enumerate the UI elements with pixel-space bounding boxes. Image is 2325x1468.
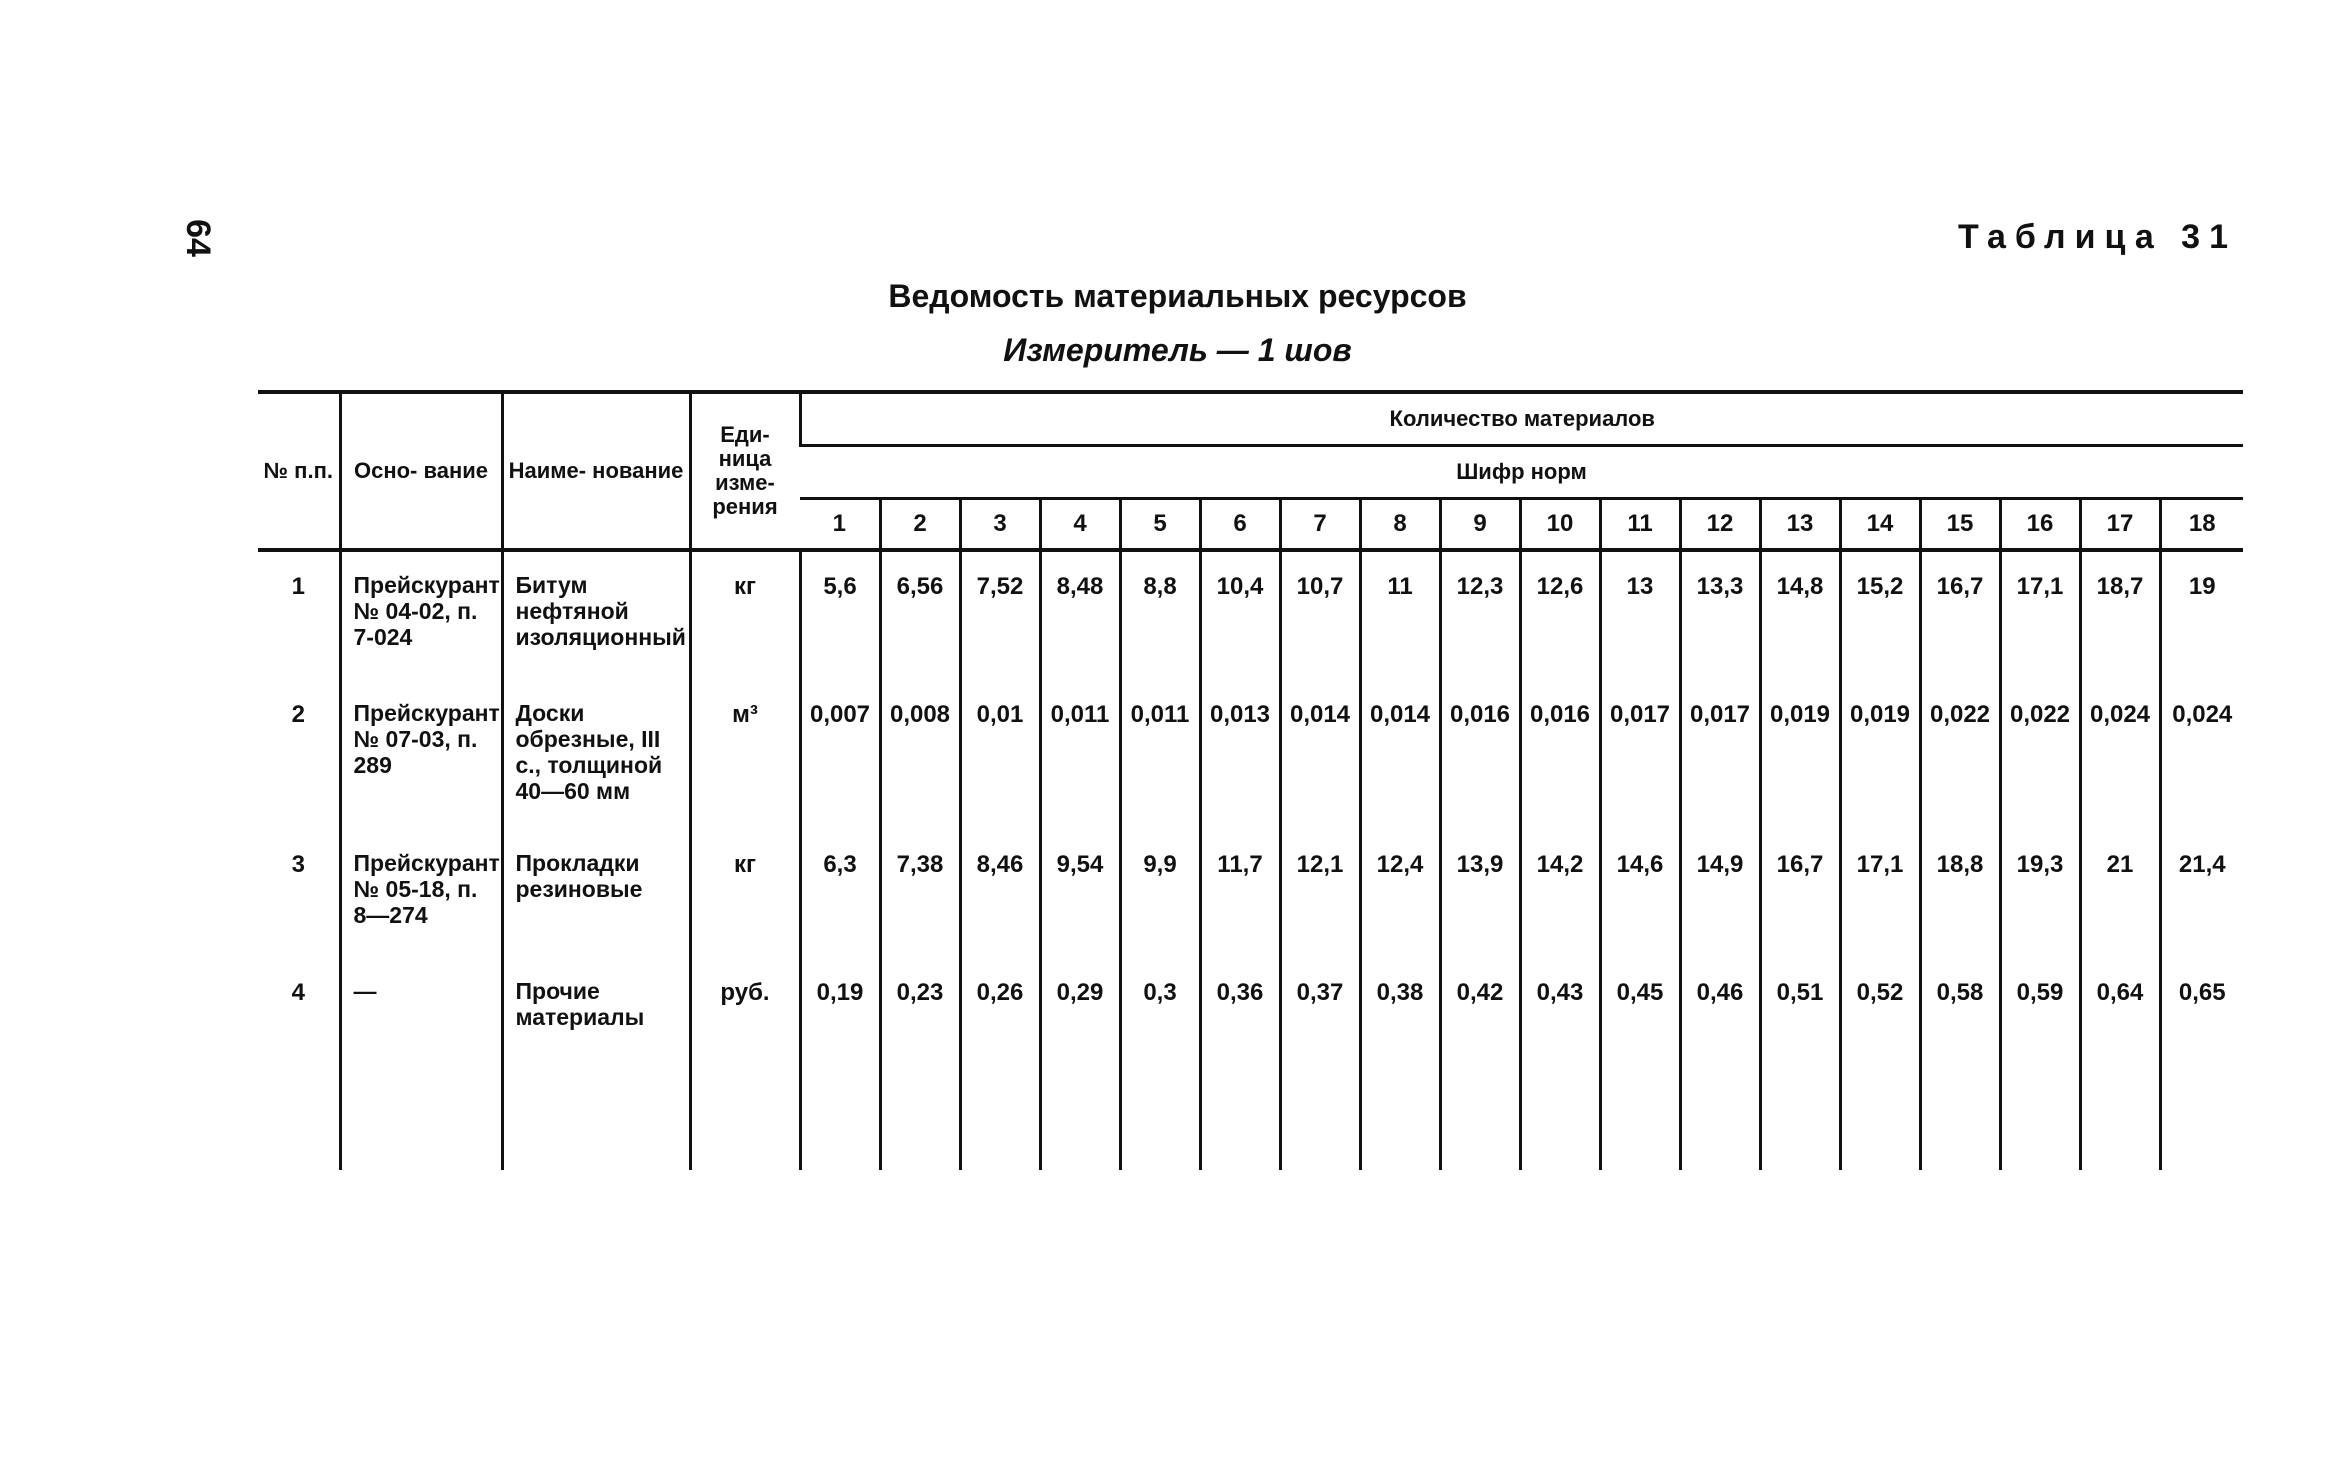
header-code-8: 8 xyxy=(1360,499,1440,551)
row-value-3: 7,52 xyxy=(960,550,1040,680)
row-value-5: 0,3 xyxy=(1120,958,1200,1066)
row-unit: кг xyxy=(690,830,800,958)
row-value-10: 12,6 xyxy=(1520,550,1600,680)
header-name: Наиме- нование xyxy=(502,392,690,550)
row-name: Битум нефтяной изоляционный xyxy=(502,550,690,680)
row-num: 4 xyxy=(291,979,305,1006)
row-value-14: 0,019 xyxy=(1840,680,1920,830)
row-basis: Прейскурант № 05-18, п. 8—274 xyxy=(340,830,502,958)
empty-cell xyxy=(340,1066,502,1170)
page-number: 64 xyxy=(179,219,217,257)
table-row xyxy=(258,958,2243,1066)
empty-cell xyxy=(1600,1066,1680,1170)
header-num: № п.п. xyxy=(258,392,340,550)
header-code-9: 9 xyxy=(1440,499,1520,551)
header-code-3: 3 xyxy=(960,499,1040,551)
row-name: Прокладки резиновые xyxy=(502,830,690,958)
row-unit: кг xyxy=(690,550,800,680)
row-value-2: 7,38 xyxy=(880,830,960,958)
row-value-1: 5,6 xyxy=(800,550,880,680)
row-basis: Прейскурант № 04-02, п. 7-024 xyxy=(340,550,502,680)
row-value-14: 0,52 xyxy=(1840,958,1920,1066)
header-code-13: 13 xyxy=(1760,499,1840,551)
header-code-2: 2 xyxy=(880,499,960,551)
table-subtitle: Измеритель — 1 шов xyxy=(1003,332,1352,368)
empty-cell xyxy=(1440,1066,1520,1170)
row-value-18: 19 xyxy=(2160,550,2243,680)
header-code-17: 17 xyxy=(2080,499,2160,551)
row-basis: Прейскурант № 07-03, п. 289 xyxy=(340,680,502,830)
empty-cell xyxy=(1520,1066,1600,1170)
row-value-1: 6,3 xyxy=(800,830,880,958)
row-value-11: 0,017 xyxy=(1600,680,1680,830)
row-value-5: 0,011 xyxy=(1120,680,1200,830)
table-row xyxy=(258,830,2243,958)
row-value-14: 15,2 xyxy=(1840,550,1920,680)
empty-cell xyxy=(2160,1066,2243,1170)
empty-cell xyxy=(1680,1066,1760,1170)
row-value-1: 0,007 xyxy=(800,680,880,830)
row-value-7: 10,7 xyxy=(1280,550,1360,680)
row-value-12: 13,3 xyxy=(1680,550,1760,680)
row-basis: — xyxy=(340,958,502,1066)
empty-cell xyxy=(1280,1066,1360,1170)
row-value-15: 16,7 xyxy=(1920,550,2000,680)
row-value-11: 0,45 xyxy=(1600,958,1680,1066)
row-value-10: 0,43 xyxy=(1520,958,1600,1066)
header-code-6: 6 xyxy=(1200,499,1280,551)
row-value-2: 0,23 xyxy=(880,958,960,1066)
row-value-3: 8,46 xyxy=(960,830,1040,958)
row-value-4: 0,29 xyxy=(1040,958,1120,1066)
empty-cell xyxy=(1360,1066,1440,1170)
row-value-16: 0,022 xyxy=(2000,680,2080,830)
row-value-12: 0,46 xyxy=(1680,958,1760,1066)
row-value-7: 0,014 xyxy=(1280,680,1360,830)
row-value-9: 12,3 xyxy=(1440,550,1520,680)
row-value-2: 6,56 xyxy=(880,550,960,680)
header-code-15: 15 xyxy=(1920,499,2000,551)
header-codes: Шифр норм xyxy=(800,446,2243,499)
header-code-1: 1 xyxy=(800,499,880,551)
empty-cell xyxy=(258,1066,340,1170)
empty-cell xyxy=(1920,1066,2000,1170)
row-value-4: 9,54 xyxy=(1040,830,1120,958)
row-value-15: 0,58 xyxy=(1920,958,2000,1066)
table-title: Ведомость материальных ресурсов xyxy=(888,278,1467,314)
row-value-10: 0,016 xyxy=(1520,680,1600,830)
table-row xyxy=(258,680,2243,830)
row-value-6: 0,013 xyxy=(1200,680,1280,830)
row-value-17: 21 xyxy=(2080,830,2160,958)
header-code-11: 11 xyxy=(1600,499,1680,551)
row-value-14: 17,1 xyxy=(1840,830,1920,958)
row-value-17: 0,024 xyxy=(2080,680,2160,830)
header-code-16: 16 xyxy=(2000,499,2080,551)
row-value-18: 21,4 xyxy=(2160,830,2243,958)
row-unit: м³ xyxy=(690,680,800,830)
row-value-13: 0,019 xyxy=(1760,680,1840,830)
row-value-16: 17,1 xyxy=(2000,550,2080,680)
empty-cell xyxy=(2000,1066,2080,1170)
header-code-14: 14 xyxy=(1840,499,1920,551)
row-value-8: 12,4 xyxy=(1360,830,1440,958)
row-value-5: 8,8 xyxy=(1120,550,1200,680)
row-value-9: 0,016 xyxy=(1440,680,1520,830)
header-code-5: 5 xyxy=(1120,499,1200,551)
header-basis: Осно- вание xyxy=(340,392,502,550)
table-number: Таблица 31 xyxy=(1958,218,2237,256)
row-value-11: 13 xyxy=(1600,550,1680,680)
row-value-13: 14,8 xyxy=(1760,550,1840,680)
empty-cell xyxy=(960,1066,1040,1170)
empty-cell xyxy=(880,1066,960,1170)
row-value-18: 0,024 xyxy=(2160,680,2243,830)
empty-cell xyxy=(1760,1066,1840,1170)
row-value-15: 0,022 xyxy=(1920,680,2000,830)
row-value-5: 9,9 xyxy=(1120,830,1200,958)
row-value-15: 18,8 xyxy=(1920,830,2000,958)
row-unit: руб. xyxy=(690,958,800,1066)
materials-table xyxy=(258,390,2243,1170)
row-value-1: 0,19 xyxy=(800,958,880,1066)
empty-cell xyxy=(690,1066,800,1170)
row-value-8: 0,014 xyxy=(1360,680,1440,830)
row-value-6: 11,7 xyxy=(1200,830,1280,958)
header-code-4: 4 xyxy=(1040,499,1120,551)
row-value-2: 0,008 xyxy=(880,680,960,830)
row-name: Прочие материалы xyxy=(502,958,690,1066)
row-value-7: 0,37 xyxy=(1280,958,1360,1066)
row-value-17: 18,7 xyxy=(2080,550,2160,680)
row-value-4: 0,011 xyxy=(1040,680,1120,830)
row-value-16: 0,59 xyxy=(2000,958,2080,1066)
empty-cell xyxy=(1200,1066,1280,1170)
row-num: 3 xyxy=(291,851,305,878)
row-value-9: 13,9 xyxy=(1440,830,1520,958)
header-code-7: 7 xyxy=(1280,499,1360,551)
row-value-13: 0,51 xyxy=(1760,958,1840,1066)
empty-cell xyxy=(800,1066,880,1170)
table-filler-row xyxy=(258,1066,2243,1170)
row-value-16: 19,3 xyxy=(2000,830,2080,958)
row-value-17: 0,64 xyxy=(2080,958,2160,1066)
table-row xyxy=(258,550,2243,680)
row-value-6: 0,36 xyxy=(1200,958,1280,1066)
row-value-11: 14,6 xyxy=(1600,830,1680,958)
row-value-10: 14,2 xyxy=(1520,830,1600,958)
row-value-4: 8,48 xyxy=(1040,550,1120,680)
row-num: 1 xyxy=(291,573,305,600)
empty-cell xyxy=(502,1066,690,1170)
row-value-12: 14,9 xyxy=(1680,830,1760,958)
header-code-12: 12 xyxy=(1680,499,1760,551)
row-value-13: 16,7 xyxy=(1760,830,1840,958)
row-value-8: 0,38 xyxy=(1360,958,1440,1066)
row-name: Доски обрезные, III с., толщиной 40—60 мм xyxy=(502,680,690,830)
row-value-8: 11 xyxy=(1360,550,1440,680)
row-value-6: 10,4 xyxy=(1200,550,1280,680)
row-num: 2 xyxy=(291,701,305,728)
row-value-3: 0,01 xyxy=(960,680,1040,830)
empty-cell xyxy=(1040,1066,1120,1170)
row-value-9: 0,42 xyxy=(1440,958,1520,1066)
row-value-3: 0,26 xyxy=(960,958,1040,1066)
header-unit: Еди- ница изме- рения xyxy=(690,392,800,550)
row-value-18: 0,65 xyxy=(2160,958,2243,1066)
row-value-7: 12,1 xyxy=(1280,830,1360,958)
header-code-18: 18 xyxy=(2160,499,2243,551)
header-quantity: Количество материалов xyxy=(800,392,2243,446)
row-value-12: 0,017 xyxy=(1680,680,1760,830)
empty-cell xyxy=(2080,1066,2160,1170)
empty-cell xyxy=(1840,1066,1920,1170)
header-code-10: 10 xyxy=(1520,499,1600,551)
empty-cell xyxy=(1120,1066,1200,1170)
